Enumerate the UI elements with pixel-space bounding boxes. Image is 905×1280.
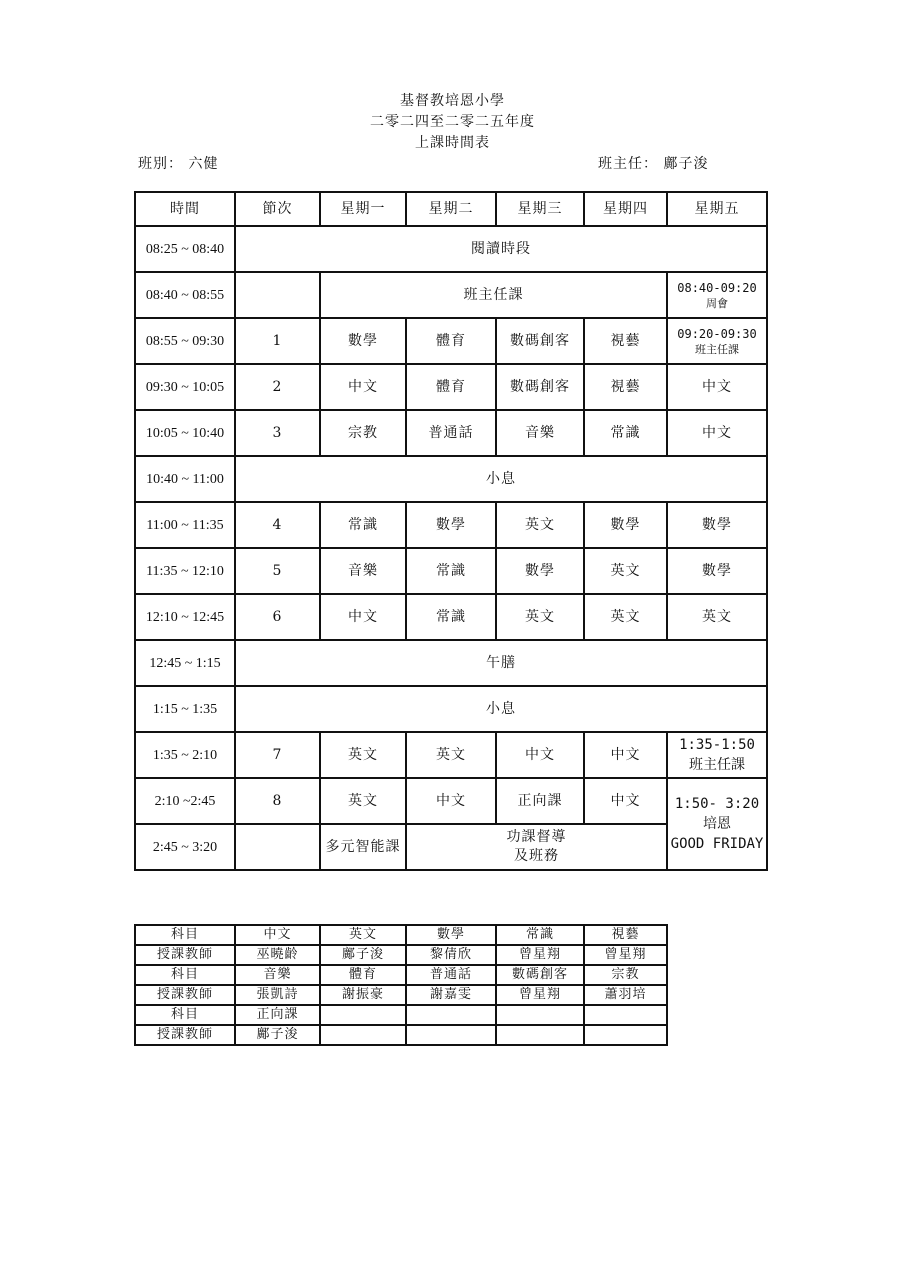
table-row — [135, 502, 767, 548]
friday-good-friday — [667, 778, 767, 870]
teacher-cell: 巫曉齡 — [235, 945, 320, 965]
time-cell: 12:10 ~ 12:45 — [135, 594, 235, 640]
time-cell: 2:10 ~2:45 — [135, 778, 235, 824]
period-number: 3 — [235, 410, 320, 456]
subject-label: 科目 — [135, 965, 235, 985]
lunch: 午膳 — [235, 640, 767, 686]
period-number: 2 — [235, 364, 320, 410]
subject-row — [135, 965, 667, 985]
teacher-cell: 曾星翔 — [584, 945, 667, 965]
header-period: 節次 — [235, 192, 320, 226]
teacher-label: 授課教師 — [135, 1025, 235, 1045]
subject-cell — [584, 1005, 667, 1025]
header-thu: 星期四 — [584, 192, 667, 226]
lesson-cell: 數碼創客 — [496, 318, 584, 364]
teacher-row — [135, 985, 667, 1005]
lesson-cell: 英文 — [584, 548, 667, 594]
time-cell: 1:15 ~ 1:35 — [135, 686, 235, 732]
homework-line-2: 及班務 — [514, 848, 559, 864]
lesson-cell: 數學 — [496, 548, 584, 594]
lesson-cell: 宗教 — [320, 410, 406, 456]
friday-end-school: 培恩 — [703, 816, 731, 832]
time-cell: 10:40 ~ 11:00 — [135, 456, 235, 502]
lesson-cell: 正向課 — [496, 778, 584, 824]
subject-teacher-table — [134, 924, 668, 1046]
teacher-label: 授課教師 — [135, 985, 235, 1005]
class-info — [138, 153, 218, 173]
time-cell: 10:05 ~ 10:40 — [135, 410, 235, 456]
friday-end-event: GOOD FRIDAY — [670, 836, 764, 852]
header-tue: 星期二 — [406, 192, 496, 226]
friday-pm-time: 1:35-1:50 — [679, 737, 755, 753]
teacher-cell: 鄺子浚 — [320, 945, 406, 965]
school-name: 基督教培恩小學 — [400, 93, 505, 109]
timetable — [134, 191, 768, 871]
lesson-cell: 中文 — [496, 732, 584, 778]
teacher-cell: 曾星翔 — [496, 985, 584, 1005]
lesson-cell: 音樂 — [496, 410, 584, 456]
page-title: 上課時間表 — [415, 135, 490, 151]
time-cell: 2:45 ~ 3:20 — [135, 824, 235, 870]
lesson-cell: 數碼創客 — [496, 364, 584, 410]
period-number: 7 — [235, 732, 320, 778]
header-time: 時間 — [135, 192, 235, 226]
header-fri: 星期五 — [667, 192, 767, 226]
friday-pm-label: 班主任課 — [689, 757, 745, 773]
subject-cell: 數碼創客 — [496, 965, 584, 985]
time-cell: 08:25 ~ 08:40 — [135, 226, 235, 272]
subject-cell: 常識 — [496, 925, 584, 945]
lesson-cell: 常識 — [406, 548, 496, 594]
subject-cell: 英文 — [320, 925, 406, 945]
homework-line-1: 功課督導 — [506, 829, 567, 845]
period-number: 5 — [235, 548, 320, 594]
lesson-cell: 視藝 — [584, 318, 667, 364]
friday-assembly-label: 周會 — [706, 296, 728, 310]
timetable-header-row — [135, 192, 767, 226]
class-teacher-value: 鄺子浚 — [663, 156, 709, 172]
teacher-cell — [584, 1025, 667, 1045]
lesson-cell: 數學 — [584, 502, 667, 548]
lesson-cell: 中文 — [584, 732, 667, 778]
subject-cell: 體育 — [320, 965, 406, 985]
lesson-cell: 普通話 — [406, 410, 496, 456]
lesson-cell: 常識 — [320, 502, 406, 548]
teacher-row — [135, 945, 667, 965]
subject-cell: 視藝 — [584, 925, 667, 945]
school-year: 二零二四至二零二五年度 — [370, 114, 535, 130]
lesson-cell: 英文 — [667, 594, 767, 640]
recess: 小息 — [235, 686, 767, 732]
header-wed: 星期三 — [496, 192, 584, 226]
class-teacher-label: 班主任： — [598, 156, 658, 172]
lesson-cell: 體育 — [406, 318, 496, 364]
teacher-cell — [406, 1025, 496, 1045]
table-row — [135, 778, 767, 824]
table-row — [135, 732, 767, 778]
lesson-cell: 中文 — [406, 778, 496, 824]
subject-label: 科目 — [135, 1005, 235, 1025]
reading-session: 閱讀時段 — [235, 226, 767, 272]
subject-cell — [496, 1005, 584, 1025]
subject-cell — [406, 1005, 496, 1025]
teacher-cell: 謝嘉雯 — [406, 985, 496, 1005]
lesson-cell: 常識 — [406, 594, 496, 640]
friday-ct-time: 09:20-09:30 — [677, 326, 757, 341]
lesson-cell: 中文 — [320, 364, 406, 410]
lesson-cell: 體育 — [406, 364, 496, 410]
subject-row — [135, 925, 667, 945]
period-number: 6 — [235, 594, 320, 640]
subject-cell: 普通話 — [406, 965, 496, 985]
lesson-cell: 英文 — [320, 732, 406, 778]
friday-assembly-time: 08:40-09:20 — [677, 280, 757, 295]
teacher-label: 授課教師 — [135, 945, 235, 965]
table-row — [135, 548, 767, 594]
time-cell: 11:00 ~ 11:35 — [135, 502, 235, 548]
teacher-row — [135, 1025, 667, 1045]
subject-cell: 正向課 — [235, 1005, 320, 1025]
period-number: 4 — [235, 502, 320, 548]
class-teacher-period: 班主任課 — [320, 272, 667, 318]
lesson-cell: 數學 — [667, 502, 767, 548]
time-cell: 12:45 ~ 1:15 — [135, 640, 235, 686]
lesson-cell: 數學 — [667, 548, 767, 594]
teacher-cell: 曾星翔 — [496, 945, 584, 965]
class-value: 六健 — [188, 156, 219, 172]
time-cell: 09:30 ~ 10:05 — [135, 364, 235, 410]
table-row — [135, 594, 767, 640]
teacher-cell: 黎倩欣 — [406, 945, 496, 965]
subject-label: 科目 — [135, 925, 235, 945]
table-row — [135, 364, 767, 410]
subject-cell: 宗教 — [584, 965, 667, 985]
table-row — [135, 318, 767, 364]
lesson-cell: 中文 — [320, 594, 406, 640]
recess: 小息 — [235, 456, 767, 502]
friday-end-time: 1:50- 3:20 — [674, 796, 760, 812]
table-row — [135, 410, 767, 456]
lesson-cell: 數學 — [406, 502, 496, 548]
time-cell: 11:35 ~ 12:10 — [135, 548, 235, 594]
lesson-cell: 中文 — [584, 778, 667, 824]
teacher-cell: 謝振豪 — [320, 985, 406, 1005]
homework-supervision — [406, 824, 667, 870]
period-cell — [235, 272, 320, 318]
friday-assembly — [667, 272, 767, 318]
table-row — [135, 456, 767, 502]
lesson-cell: 數學 — [320, 318, 406, 364]
period-number: 8 — [235, 778, 320, 824]
subject-cell: 中文 — [235, 925, 320, 945]
lesson-cell: 中文 — [667, 410, 767, 456]
lesson-cell: 常識 — [584, 410, 667, 456]
class-label: 班別： — [138, 156, 183, 172]
header-mon: 星期一 — [320, 192, 406, 226]
table-row — [135, 226, 767, 272]
time-cell: 08:40 ~ 08:55 — [135, 272, 235, 318]
teacher-cell — [320, 1025, 406, 1045]
lesson-cell: 音樂 — [320, 548, 406, 594]
time-cell: 1:35 ~ 2:10 — [135, 732, 235, 778]
friday-ct-label: 班主任課 — [695, 342, 739, 356]
teacher-cell: 蕭羽培 — [584, 985, 667, 1005]
friday-pm-class-teacher — [667, 732, 767, 778]
teacher-cell: 張凱詩 — [235, 985, 320, 1005]
lesson-cell: 視藝 — [584, 364, 667, 410]
table-row — [135, 272, 767, 318]
lesson-cell: 英文 — [320, 778, 406, 824]
table-row — [135, 686, 767, 732]
period-number: 1 — [235, 318, 320, 364]
teacher-cell: 鄺子浚 — [235, 1025, 320, 1045]
class-teacher-info — [598, 153, 708, 173]
multiple-intelligence-lesson: 多元智能課 — [320, 824, 406, 870]
lesson-cell: 英文 — [496, 594, 584, 640]
subject-cell — [320, 1005, 406, 1025]
friday-class-teacher — [667, 318, 767, 364]
time-cell: 08:55 ~ 09:30 — [135, 318, 235, 364]
period-cell — [235, 824, 320, 870]
subject-cell: 音樂 — [235, 965, 320, 985]
table-row — [135, 640, 767, 686]
subject-row — [135, 1005, 667, 1025]
teacher-cell — [496, 1025, 584, 1045]
lesson-cell: 英文 — [584, 594, 667, 640]
lesson-cell: 英文 — [406, 732, 496, 778]
subject-cell: 數學 — [406, 925, 496, 945]
lesson-cell: 英文 — [496, 502, 584, 548]
lesson-cell: 中文 — [667, 364, 767, 410]
